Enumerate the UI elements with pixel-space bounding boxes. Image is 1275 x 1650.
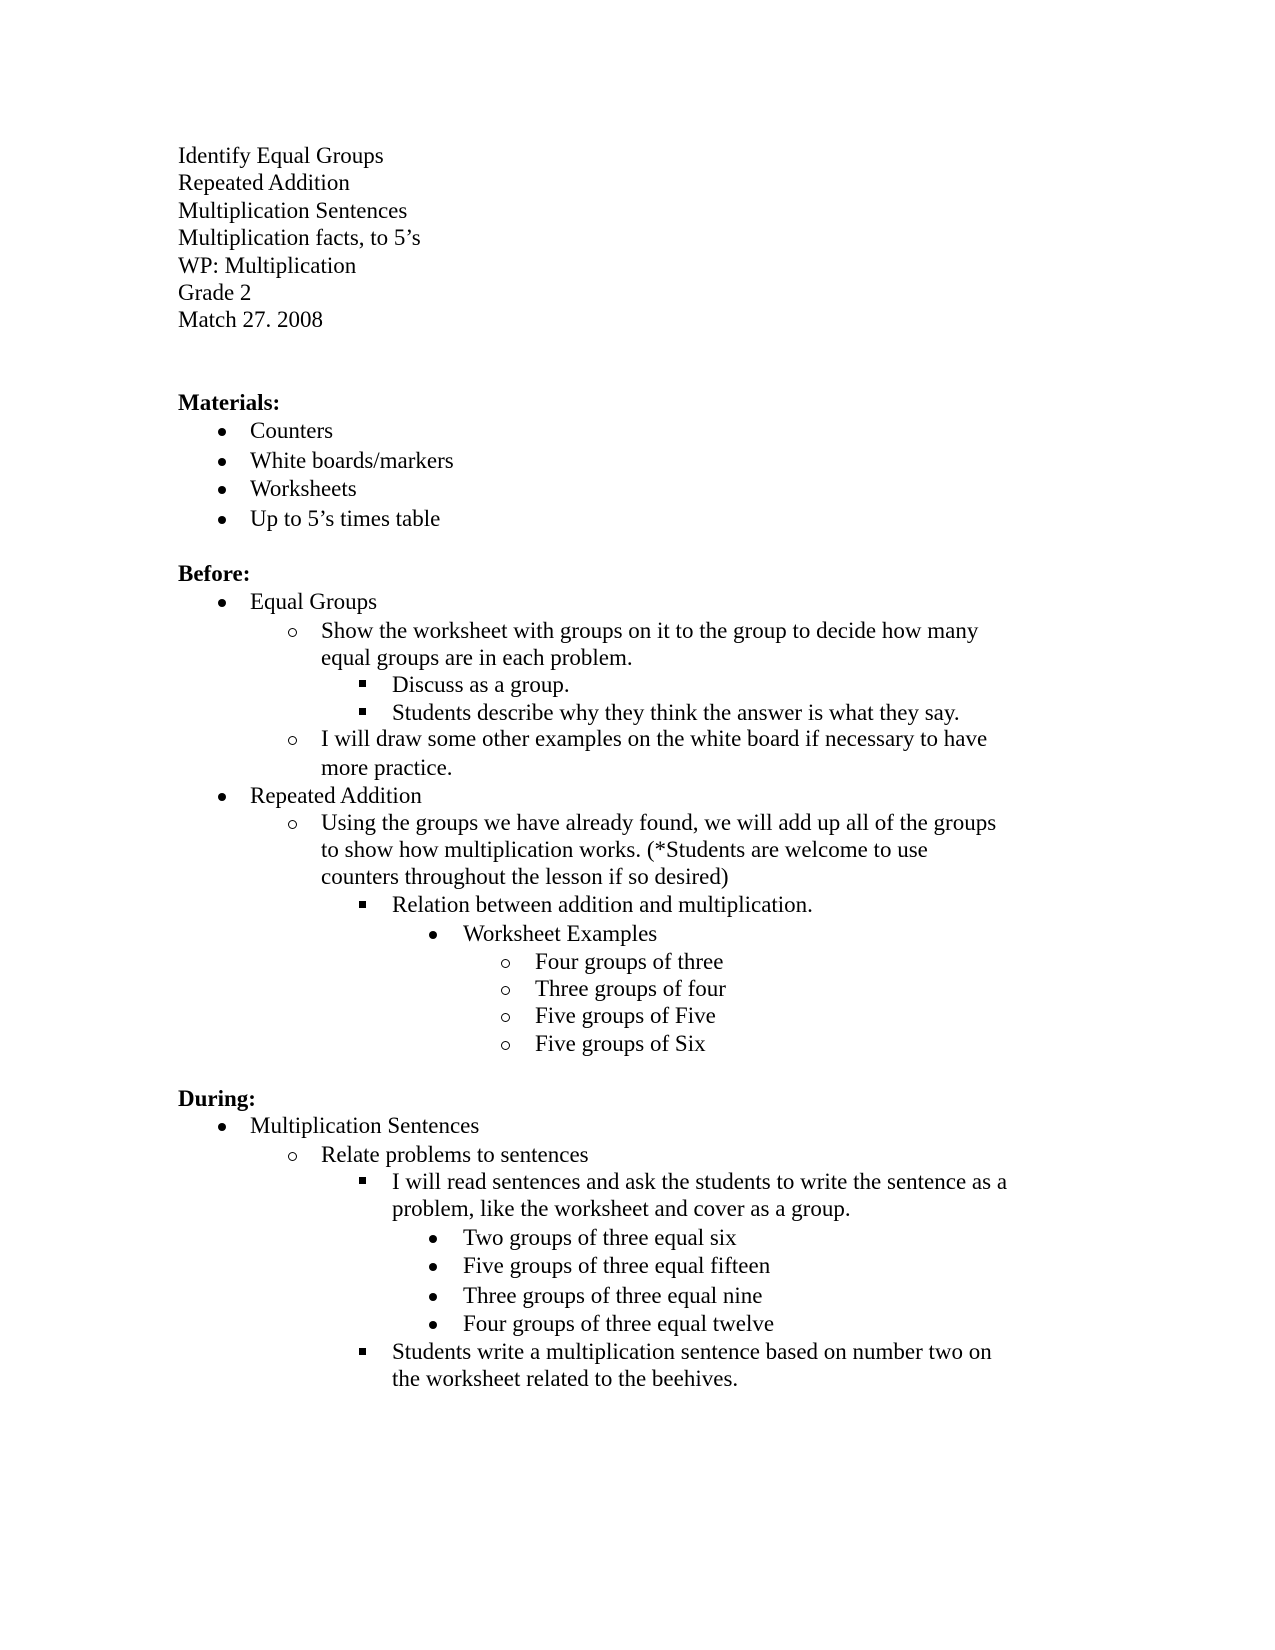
list-item: Worksheets	[250, 476, 357, 501]
header-line: Grade 2	[178, 280, 252, 305]
list-item: Repeated Addition	[250, 783, 422, 808]
list-item: Five groups of three equal fifteen	[463, 1253, 771, 1278]
bullet-dot-icon	[429, 1235, 437, 1243]
list-item-continuation: problem, like the worksheet and cover as a group.	[392, 1196, 851, 1221]
bullet-circle-icon	[288, 1152, 297, 1161]
header-line: WP: Multiplication	[178, 253, 357, 278]
header-line: Identify Equal Groups	[178, 143, 384, 168]
list-item: Three groups of three equal nine	[463, 1283, 763, 1308]
bullet-square-icon	[359, 901, 366, 908]
list-item: Two groups of three equal six	[463, 1225, 737, 1250]
list-item-continuation: more practice.	[321, 755, 453, 780]
list-item: Four groups of three equal twelve	[463, 1311, 775, 1336]
list-item: Up to 5’s times table	[250, 506, 441, 531]
during-heading: During:	[178, 1086, 256, 1111]
list-item: Relate problems to sentences	[321, 1142, 589, 1167]
list-item: Discuss as a group.	[392, 672, 570, 697]
header-line: Repeated Addition	[178, 170, 350, 195]
list-item: I will read sentences and ask the students to write the sentence as a	[392, 1169, 1008, 1194]
list-item: Relation between addition and multiplication.	[392, 892, 813, 917]
list-item: White boards/markers	[250, 448, 454, 473]
bullet-dot-icon	[218, 458, 226, 466]
bullet-circle-icon	[288, 736, 297, 745]
bullet-square-icon	[359, 680, 366, 687]
list-item: Counters	[250, 418, 334, 443]
bullet-square-icon	[359, 708, 366, 715]
list-item: Students describe why they think the answer is what they say.	[392, 700, 960, 725]
bullet-dot-icon	[429, 1293, 437, 1301]
bullet-dot-icon	[218, 793, 226, 801]
header-line: Multiplication facts, to 5’s	[178, 225, 421, 250]
header-line: Match 27. 2008	[178, 307, 324, 332]
list-item-continuation: the worksheet related to the beehives.	[392, 1366, 739, 1391]
list-item: Four groups of three	[535, 949, 724, 974]
bullet-dot-icon	[218, 599, 226, 607]
list-item-continuation: equal groups are in each problem.	[321, 645, 633, 670]
materials-heading: Materials:	[178, 390, 281, 415]
bullet-dot-icon	[429, 931, 437, 939]
list-item-continuation: counters throughout the lesson if so desired)	[321, 864, 729, 889]
bullet-dot-icon	[429, 1321, 437, 1329]
list-item: Five groups of Six	[535, 1031, 706, 1056]
list-item: Using the groups we have already found, we will add up all of the groups	[321, 810, 997, 835]
bullet-circle-icon	[501, 986, 510, 995]
bullet-dot-icon	[429, 1263, 437, 1271]
bullet-dot-icon	[218, 1123, 226, 1131]
header-line: Multiplication Sentences	[178, 198, 408, 223]
list-item-continuation: to show how multiplication works. (*Students are welcome to use	[321, 837, 928, 862]
bullet-circle-icon	[288, 628, 297, 637]
list-item: Worksheet Examples	[463, 921, 658, 946]
list-item: Multiplication Sentences	[250, 1113, 480, 1138]
bullet-dot-icon	[218, 486, 226, 494]
bullet-circle-icon	[501, 1041, 510, 1050]
list-item: Three groups of four	[535, 976, 726, 1001]
list-item: I will draw some other examples on the white board if necessary to have	[321, 726, 988, 751]
list-item: Show the worksheet with groups on it to the group to decide how many	[321, 618, 979, 643]
list-item: Students write a multiplication sentence based on number two on	[392, 1339, 992, 1364]
bullet-square-icon	[359, 1348, 366, 1355]
bullet-circle-icon	[288, 820, 297, 829]
list-item: Five groups of Five	[535, 1003, 716, 1028]
before-heading: Before:	[178, 561, 251, 586]
bullet-dot-icon	[218, 516, 226, 524]
bullet-dot-icon	[218, 428, 226, 436]
bullet-circle-icon	[501, 1013, 510, 1022]
bullet-circle-icon	[501, 959, 510, 968]
list-item: Equal Groups	[250, 589, 378, 614]
bullet-square-icon	[359, 1177, 366, 1184]
